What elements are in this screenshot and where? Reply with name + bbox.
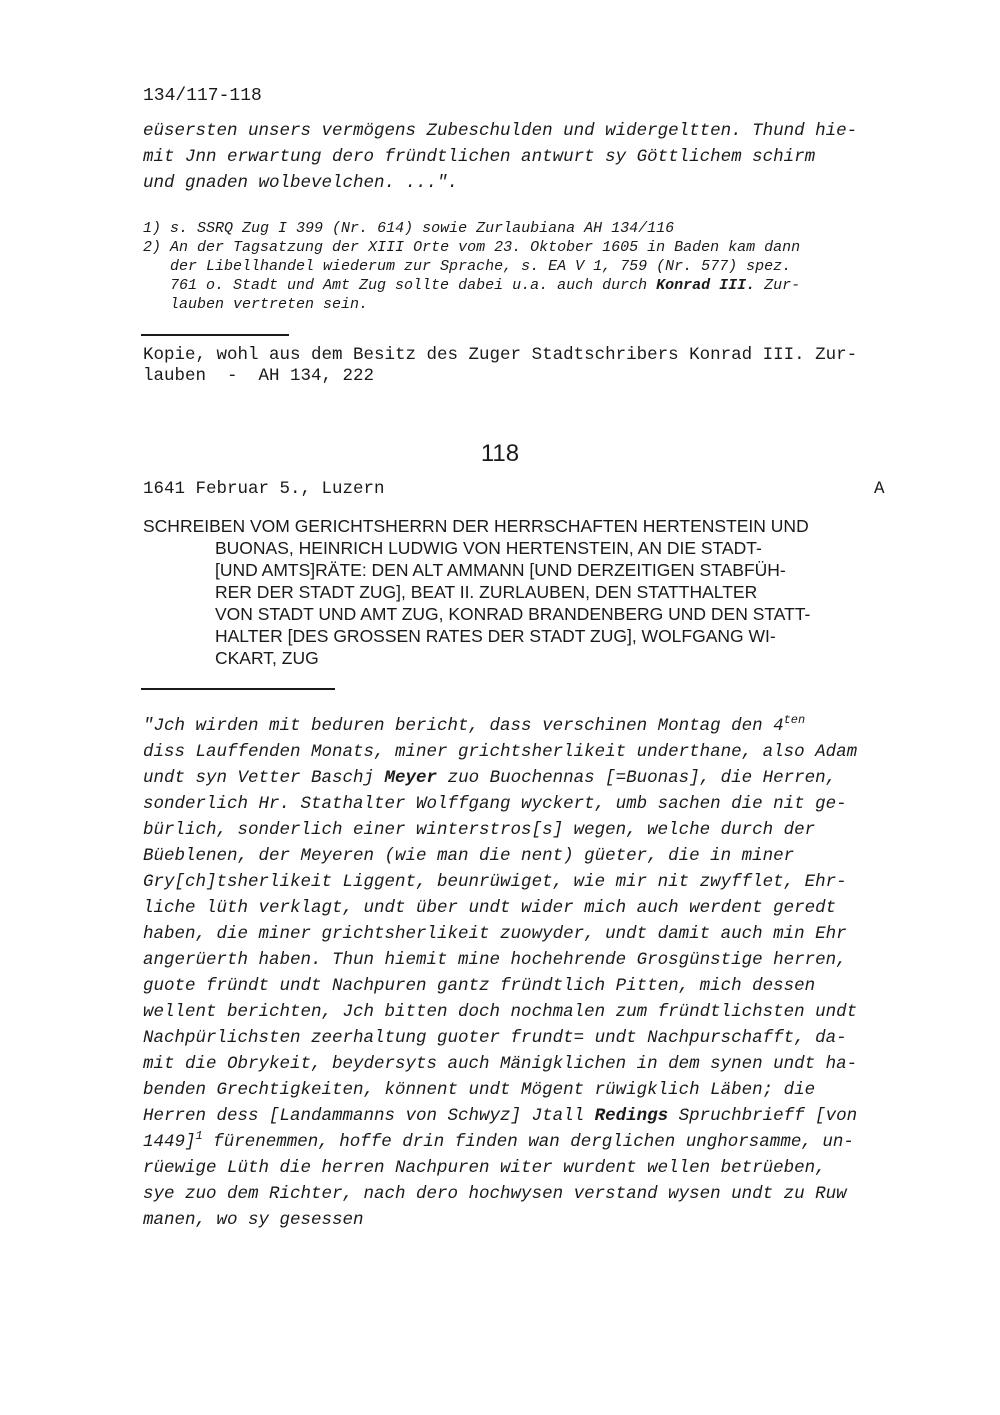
body-line: Büeblenen, der Meyeren (wie man die nent) güeter, die in miner xyxy=(143,846,795,866)
body-line: rüewige Lüth die herren Nachpuren witer wurdent wellen betrüeben, xyxy=(143,1158,826,1178)
body-line: angerüerth haben. Thun hiemit mine hochehrende Grosgünstige herren, xyxy=(143,950,847,970)
body-line: diss Lauffenden Monats, miner grichtsherlikeit underthane, also Adam xyxy=(143,742,858,762)
title-line: VON STADT UND AMT ZUG, KONRAD BRANDENBERG UND DEN STATT- xyxy=(215,604,811,624)
continuation-line: mit Jnn erwartung dero fründtlichen antwurt sy Göttlichem schirm xyxy=(143,147,816,167)
document-date-place: 1641 Februar 5., Luzern xyxy=(143,479,385,499)
person-name-bold: Meyer xyxy=(384,768,438,788)
title-line: SCHREIBEN VOM GERICHTSHERRN DER HERRSCHAFTEN HERTENSTEIN UND xyxy=(143,516,809,536)
person-name-bold: Redings xyxy=(594,1106,669,1126)
body-line: wellent berichten, Jch bitten doch nochmalen zum fründtlichsten undt xyxy=(143,1002,858,1022)
title-line: RER DER STADT ZUG], BEAT II. ZURLAUBEN, DEN STATTHALTER xyxy=(215,582,758,602)
superscript: ten xyxy=(783,713,806,728)
title-line: [UND AMTS]RÄTE: DEN ALT AMMANN [UND DERZEITIGEN STABFÜH- xyxy=(215,560,786,580)
body-line: mit die Obrykeit, beydersyts auch Mänigklichen in dem synen undt ha- xyxy=(143,1054,858,1074)
title-divider xyxy=(141,688,335,690)
source-line: lauben - AH 134, 222 xyxy=(143,366,375,386)
document-category: A xyxy=(874,479,885,499)
person-name-bold: Konrad III. xyxy=(656,277,756,294)
body-line: undt syn Vetter Baschj Meyer zuo Buochennas [=Buonas], die Herren, xyxy=(143,768,837,788)
title-line: CKART, ZUG xyxy=(215,648,319,668)
footnote-reference: 1 xyxy=(195,1129,203,1144)
footnote-mark: 1) xyxy=(143,220,162,237)
footnote-1 xyxy=(143,220,674,237)
body-line: haben, die miner grichtsherlikeit zuowyder, undt damit auch min Ehr xyxy=(143,924,847,944)
title-line: BUONAS, HEINRICH LUDWIG VON HERTENSTEIN, AN DIE STADT- xyxy=(215,538,762,558)
continuation-line: und gnaden wolbevelchen. ...". xyxy=(143,173,459,193)
body-line: bürlich, sonderlich einer winterstros[s] wegen, welche durch der xyxy=(143,820,816,840)
body-line: Nachpürlichsten zeerhaltung guoter frundt= undt Nachpurschafft, da- xyxy=(143,1028,847,1048)
footnote-2 xyxy=(143,239,800,256)
body-line: sye zuo dem Richter, nach dero hochwysen verstand wysen undt zu Ruw xyxy=(143,1184,847,1204)
body-line: liche lüth verklagt, undt über undt wider mich auch werdent geredt xyxy=(143,898,837,918)
body-line: Herren dess [Landammanns von Schwyz] Jtall Redings Spruchbrieff [von xyxy=(143,1106,858,1126)
body-line: guote fründt undt Nachpuren gantz fründtlich Pitten, mich dessen xyxy=(143,976,816,996)
continuation-line: eüsersten unsers vermögens Zubeschulden und widergeltten. Thund hie- xyxy=(143,121,858,141)
document-number: 118 xyxy=(480,440,520,467)
footnote-2-continued: lauben vertreten sein. xyxy=(170,296,369,313)
footnote-text: An der Tagsatzung der XIII Orte vom 23. Oktober 1605 in Baden kam dann xyxy=(170,239,801,256)
title-line: HALTER [DES GROSSEN RATES DER STADT ZUG], WOLFGANG WI- xyxy=(215,626,776,646)
source-line: Kopie, wohl aus dem Besitz des Zuger Stadtschribers Konrad III. Zur- xyxy=(143,345,858,365)
body-line: manen, wo sy gesessen xyxy=(143,1210,364,1230)
footnote-2-continued: 761 o. Stadt und Amt Zug sollte dabei u.a. auch durch Konrad III. Zur- xyxy=(170,277,801,294)
footnote-2-continued: der Libellhandel wiederum zur Sprache, s. EA V 1, 759 (Nr. 577) spez. xyxy=(170,258,792,275)
footnote-text: s. SSRQ Zug I 399 (Nr. 614) sowie Zurlaubiana AH 134/116 xyxy=(170,220,675,237)
body-line: 1449]$^1$ fürenemmen, hoffe drin finden wan derglichen unghorsamme, un- xyxy=(143,1129,854,1152)
section-divider xyxy=(141,334,289,336)
body-line: "Jch wirden mit beduren bericht, dass verschinen Montag den $4^{ten}$ xyxy=(143,713,806,736)
page-header-reference: 134/117-118 xyxy=(143,86,262,106)
footnote-mark: 2) xyxy=(143,239,162,256)
body-line: Gry[ch]tsherlikeit Liggent, beunrüwiget, wie mir nit zwyfflet, Ehr- xyxy=(143,872,847,892)
body-line: benden Grechtigkeiten, könnent undt Mögent rüwigklich Läben; die xyxy=(143,1080,816,1100)
body-line: sonderlich Hr. Stathalter Wolffgang wyckert, umb sachen die nit ge- xyxy=(143,794,847,814)
